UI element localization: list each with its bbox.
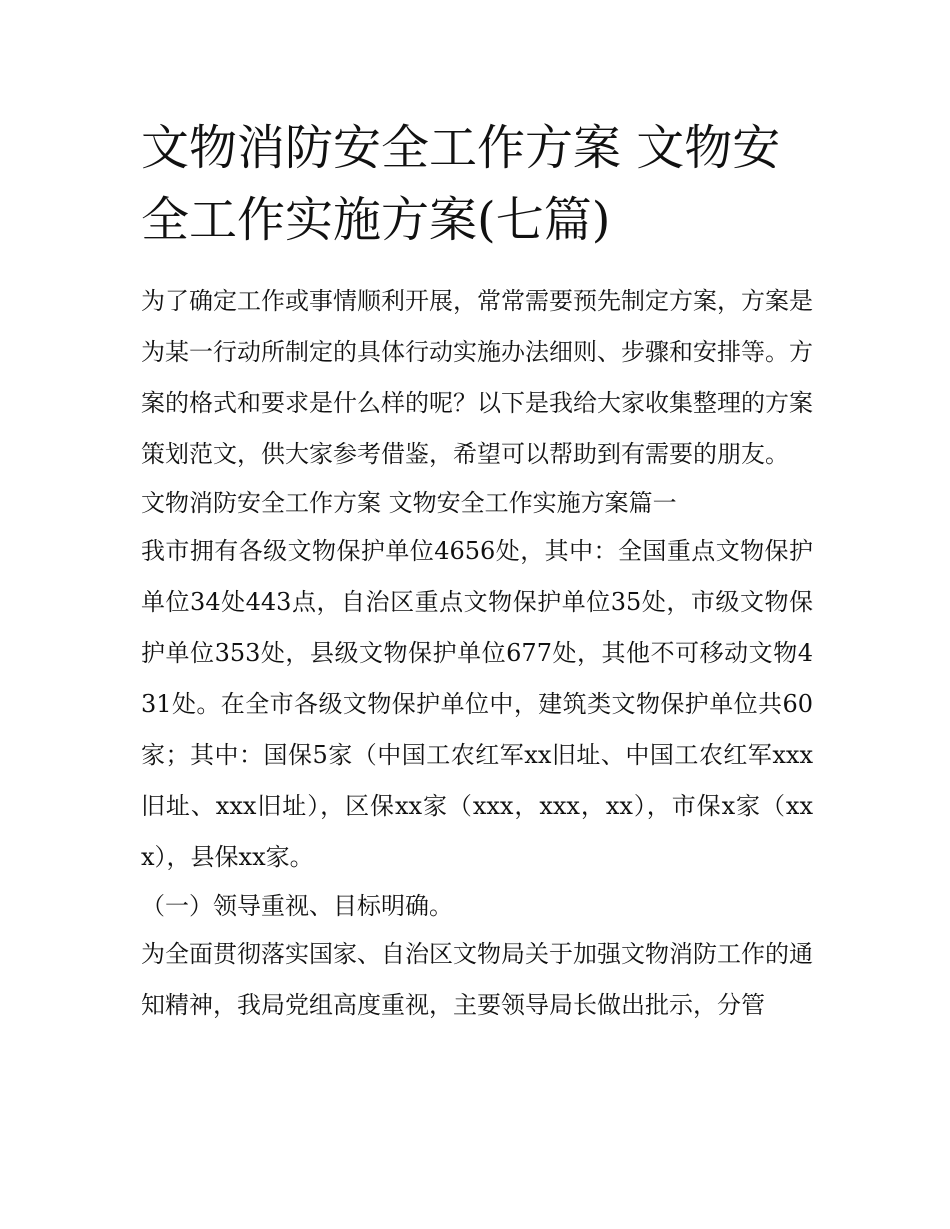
body-paragraph-continued: 为全面贯彻落实国家、自治区文物局关于加强文物消防工作的通知精神，我局党组高度重视，主要领导局长做出批示，分管 [141,940,813,1019]
subsection-heading: （一）领导重视、目标明确。 [141,892,453,920]
section-heading: 文物消防安全工作方案 文物安全工作实施方案篇一 [141,489,677,517]
document-body [141,276,813,1031]
body-paragraph: 我市拥有各级文物保护单位4656处，其中：全国重点文物保护单位34处443点，自治区重点文物保护单位35处，市级文物保护单位353处，县级文物保护单位677处，其他不可移动文物431处。在全市各级文物保护单位中，建筑类文物保护单位共60家；其中：国保5家（中国工农红军xx旧址、中国工农红军xxx旧址、xxx旧址），区保xx家（xxx，xxx，xx），市保x家（xxx），县保xx家。 [141,537,813,871]
document-title: 文物消防安全工作方案 文物安全工作实施方案(七篇) [141,120,781,248]
intro-paragraph: 为了确定工作或事情顺利开展，常常需要预先制定方案，方案是为某一行动所制定的具体行动实施办法细则、步骤和安排等。方案的格式和要求是什么样的呢？以下是我给大家收集整理的方案策划范文，供大家参考借鉴，希望可以帮助到有需要的朋友。 [141,287,813,468]
